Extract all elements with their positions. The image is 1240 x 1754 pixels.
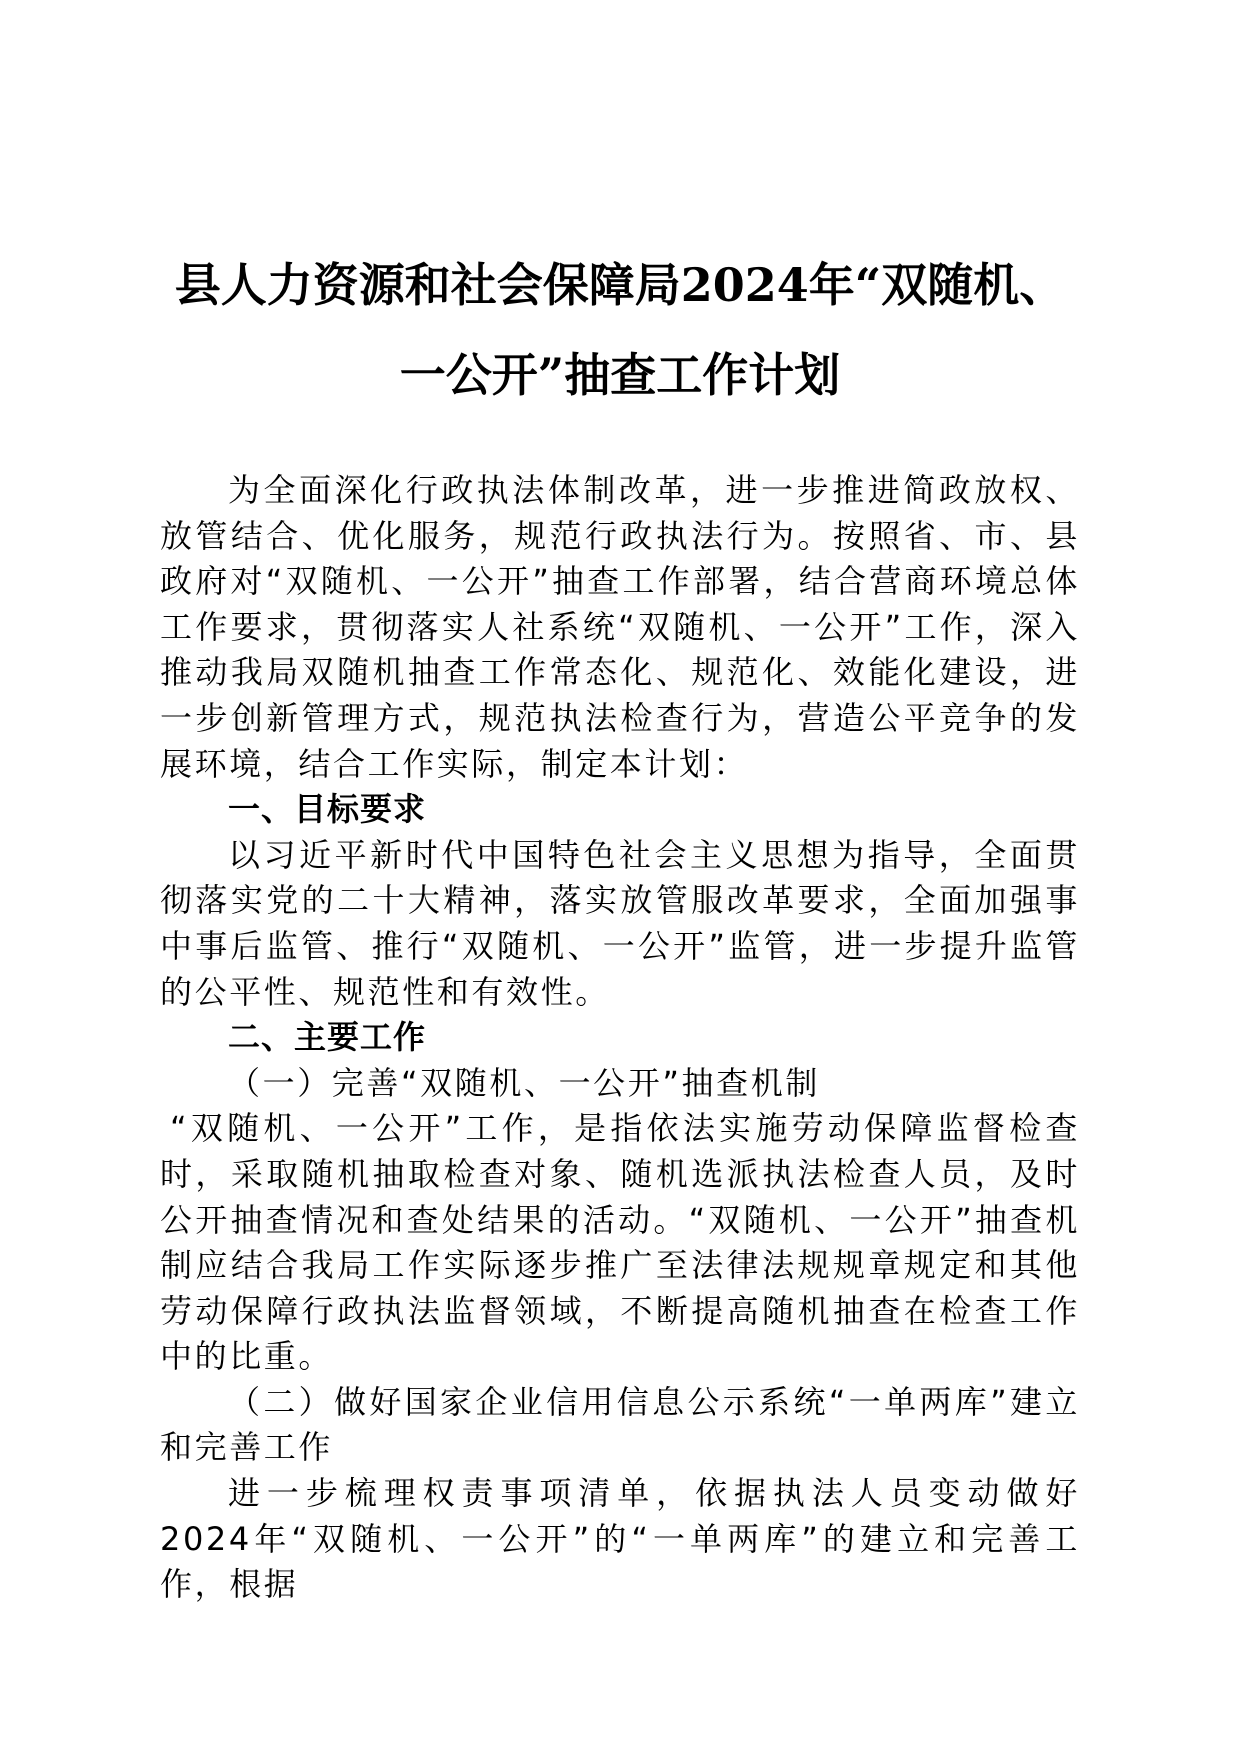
section-1-heading: 一、目标要求	[228, 790, 427, 829]
subsection-2-paragraph: 进一步梳理权责事项清单，依据执法人员变动做好2024年“双随机、一公开”的“一单两库”的建立和完善工作，根据	[160, 1474, 1080, 1604]
section-2-heading: 二、主要工作	[228, 1018, 427, 1057]
subsection-1-heading: （一）完善“双随机、一公开”抽查机制	[228, 1063, 820, 1102]
document-title-line2: 一公开”抽查工作计划	[399, 348, 841, 402]
document-title-line1: 县人力资源和社会保障局2024年“双随机、	[174, 258, 1066, 312]
subsection-1-paragraph: “双随机、一公开”工作，是指依法实施劳动保障监督检查时，采取随机抽取检查对象、随机选派执法检查人员，及时公开抽查情况和查处结果的活动。“双随机、一公开”抽查机制应结合我局工作实际逐步推广至法律法规规章规定和其他劳动保障行政执法监督领域，不断提高随机抽查在检查工作中的比重。	[160, 1109, 1080, 1376]
section-1-paragraph: 以习近平新时代中国特色社会主义思想为指导，全面贯彻落实党的二十大精神，落实放管服改革要求，全面加强事中事后监管、推行“双随机、一公开”监管，进一步提升监管的公平性、规范性和有效性。	[160, 835, 1080, 1011]
document-body	[160, 468, 1080, 1608]
subsection-2-heading: （二）做好国家企业信用信息公示系统“一单两库”建立和完善工作	[160, 1382, 1080, 1467]
intro-paragraph: 为全面深化行政执法体制改革，进一步推进简政放权、放管结合、优化服务，规范行政执法行为。按照省、市、县政府对“双随机、一公开”抽查工作部署，结合营商环境总体工作要求，贯彻落实人社系统“双随机、一公开”工作，深入推动我局双随机抽查工作常态化、规范化、效能化建设，进一步创新管理方式，规范执法检查行为，营造公平竞争的发展环境，结合工作实际，制定本计划：	[160, 471, 1080, 783]
